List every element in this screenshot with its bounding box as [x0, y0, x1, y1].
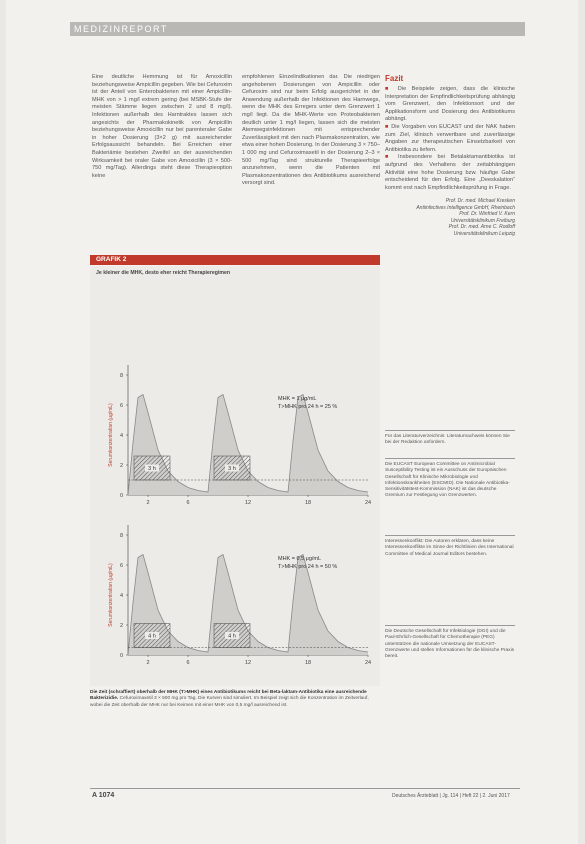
annotation-time: T>MHK pro 24 h = 50 %	[278, 564, 338, 570]
fazit-point: ■ Insbesondere bei Betalaktamantibiotika ist aufgrund des Verhaltens der zeitabhängigen Aktivität eine hohe Dosierung bzw. häufige Gabe entscheidend für den Erfolg. Eine „Deeskalation“ kommt erst nach Empfindlichkeitsprüfung in Frage.	[385, 154, 515, 192]
x-tick-label: 12	[244, 500, 252, 506]
figure-caption	[90, 690, 380, 709]
figure-label: GRAFIK 2	[96, 256, 127, 263]
body-paragraph: empfohlenen Einzelindikationen dar. Die niedrigen angehobenen Dosierungen von Ampicillin oder Cefuroxim sind nur beim Erfolg ausgerichtet in der Anwendung außerhalb der Infektionen des Harnwegs, wenn die MHK des Erregers unter dem Grenzwert 1 mg/l liegt. Da die MHK-Werte von Proteobakterien deutlich unter 1 mg/l liegen, lassen sich die meisten Atemwegsinfektionen mit entsprechender Zuverlässigkeit mit den nach Plasmakonzentration, wie etwa einer hohen Dosierung. In der Dosierung 3 × 750–1 000 mg und Cefuroximaxetil in der Dosierung 2–3 × 500 mg/Tag sind strukturelle Therapieerfolge anzunehmen, wenn die Patienten mit Plasmakonzentrationen des Antibiotikums ausreichend versorgt sind.	[242, 74, 380, 187]
caption-text: Cefuroximaxetil 3 × 500 mg pro Tag. Die Kurven sind simuliert. Im Beispiel zeigt sich die Konzentration im Zeitverlauf, wobei die Zeit oberhalb der MHK nur bei Keimen mit einer MHK von 0,5 mg/l ausreichend ist.	[90, 696, 369, 708]
hatch-label: 3 h	[148, 466, 156, 472]
annotation-mic: MHK = 1 μg/mL	[278, 396, 317, 402]
hatch-label: 4 h	[228, 633, 236, 640]
annotation-mic: MHK = 0,5 μg/mL	[278, 556, 322, 562]
section-header: MEDIZINREPORT	[74, 24, 168, 34]
signature-block	[385, 198, 515, 237]
x-tick-label: 24	[364, 660, 372, 666]
x-tick-label: 6	[186, 500, 190, 506]
footer-rule	[90, 788, 520, 789]
body-column-3	[385, 74, 515, 237]
x-tick-label: 24	[364, 500, 372, 506]
y-tick-label: 4	[119, 593, 123, 599]
y-tick-label: 2	[119, 623, 123, 629]
hatch-label: 4 h	[148, 633, 156, 640]
x-tick-label: 6	[186, 660, 190, 666]
y-tick-label: 6	[119, 403, 123, 409]
author-name: Prof. Dr. Winfried V. Kern	[459, 211, 515, 218]
x-tick-label: 18	[304, 500, 312, 506]
y-tick-label: 4	[119, 433, 123, 439]
body-column-1	[92, 74, 232, 180]
hatch-label: 3 h	[228, 466, 236, 472]
sidenote: Die Deutsche Gesellschaft für Infektiologie (DGI) und die Paul-Ehrlich-Gesellschaft für Chemotherapie (PEG) unterstützen die nationale Umsetzung der EUCAST-Grenzwerte und stellen Informationen für die klinische Praxis bereit.	[385, 625, 515, 660]
x-tick-label: 12	[244, 660, 252, 666]
fazit-point: ■ Die Beispiele zeigen, dass die klinische Interpretation der Empfindlichkeitsprüfung abhängig vom Grenzwert, den Infektionsort und der Applikationsform und Dosierung des Antibiotikums abhängt.	[385, 86, 515, 124]
figure-title-bar	[90, 255, 380, 265]
body-column-2	[242, 74, 380, 188]
figure-subtitle: Je kleiner die MHK, desto eher reicht Therapieregimen	[96, 270, 231, 276]
pk-charts	[90, 275, 380, 685]
page-number: A 1074	[92, 792, 115, 799]
sidenote: Für das Literaturverzeichnis: Literaturnachweis können Sie bei der Redaktion anfordern.	[385, 430, 515, 447]
author-name: Prof. Dr. med. Arne C. Rodloff	[448, 224, 515, 231]
author-affiliation: Antiinfectives Intelligence GmbH, Rheinbach	[416, 204, 515, 211]
caption-bold: Die Zeit (schraffiert) oberhalb der MHK (T>MHK) eines Antibiotikums reicht bei Beta-laktam-Antibiotika eine ausreichende Bakterizidie.	[90, 690, 367, 702]
author-affiliation: Universitätsklinikum Freiburg	[450, 217, 515, 224]
y-tick-label: 6	[119, 563, 123, 569]
journal-issue: Deutsches Ärzteblatt | Jg. 114 | Heft 22 | 2. Juni 2017	[392, 793, 510, 799]
annotation-time: T>MHK pro 24 h = 25 %	[278, 404, 338, 410]
x-tick-label: 2	[146, 500, 150, 506]
x-tick-label: 18	[304, 660, 312, 666]
sidenote: Die EUCAST European Committee on Antimicrobial Susceptibility Testing ist ein Ausschuss der Europäischen Gesellschaft für Klinische Mikrobiologie und Infektionskrankheiten (ESCMID). Die Nationale Antibiotika-Sensitivitätstest-Kommission (NAK) ist das deutsche Gremium zur Festlegung von Grenzwerten.	[385, 458, 515, 500]
body-paragraph: Eine deutliche Hemmung ist für Amoxicillin beziehungsweise Ampicillin gegeben. Wie bei Cefuroxim ist der Anteil von Enterobakterien mit einer Ampicillin-MHK von > 1 mg/l extrem gering (bei MSBK-Stufe der meisten Stämme liegen zwischen 2 und 8 mg/l). Infektionen außerhalb des Harntraktes lassen sich angesichts der Pharmakokinetik von Ampicillin beziehungsweise Amoxicillin nur bei parenteraler Gabe in hoher Dosierung (3×2 g) mit ausreichender Erfolgsaussicht behandeln. Bei Erreichen einer Bakteriämie bestehen Zweifel an der ausreichenden Wirksamkeit bei oraler Gabe von Amoxicillin (3 × 500-750 mg/Tag). Allerdings steht diese Therapieoption keine	[92, 74, 232, 179]
y-axis-label: Serumkonzentration (μg/mL)	[108, 563, 114, 627]
fazit-heading: Fazit	[385, 74, 404, 83]
y-tick-label: 0	[119, 493, 123, 499]
author-affiliation: Universitätsklinikum Leipzig	[453, 230, 515, 237]
sidenote: Interessenkonflikt: Die Autoren erklären, dass keine Interessenkonflikte im Sinne der Richtlinien des International Committee of Medical Journal Editors bestehen.	[385, 535, 515, 558]
y-tick-label: 8	[119, 533, 123, 539]
y-tick-label: 0	[119, 653, 123, 659]
x-tick-label: 2	[146, 660, 150, 666]
fazit-point: ■ Die Vorgaben von EUCAST und der NAK haben zum Ziel, klinisch verwertbare und zuverlässige Angaben zur therapeutischen Einsetzbarkeit von Antibiotika zu liefern.	[385, 124, 515, 154]
author-name: Prof. Dr. med. Michael Kresken	[445, 198, 515, 205]
y-axis-label: Serumkonzentration (μg/mL)	[108, 403, 114, 467]
y-tick-label: 8	[119, 373, 123, 379]
y-tick-label: 2	[119, 463, 123, 469]
